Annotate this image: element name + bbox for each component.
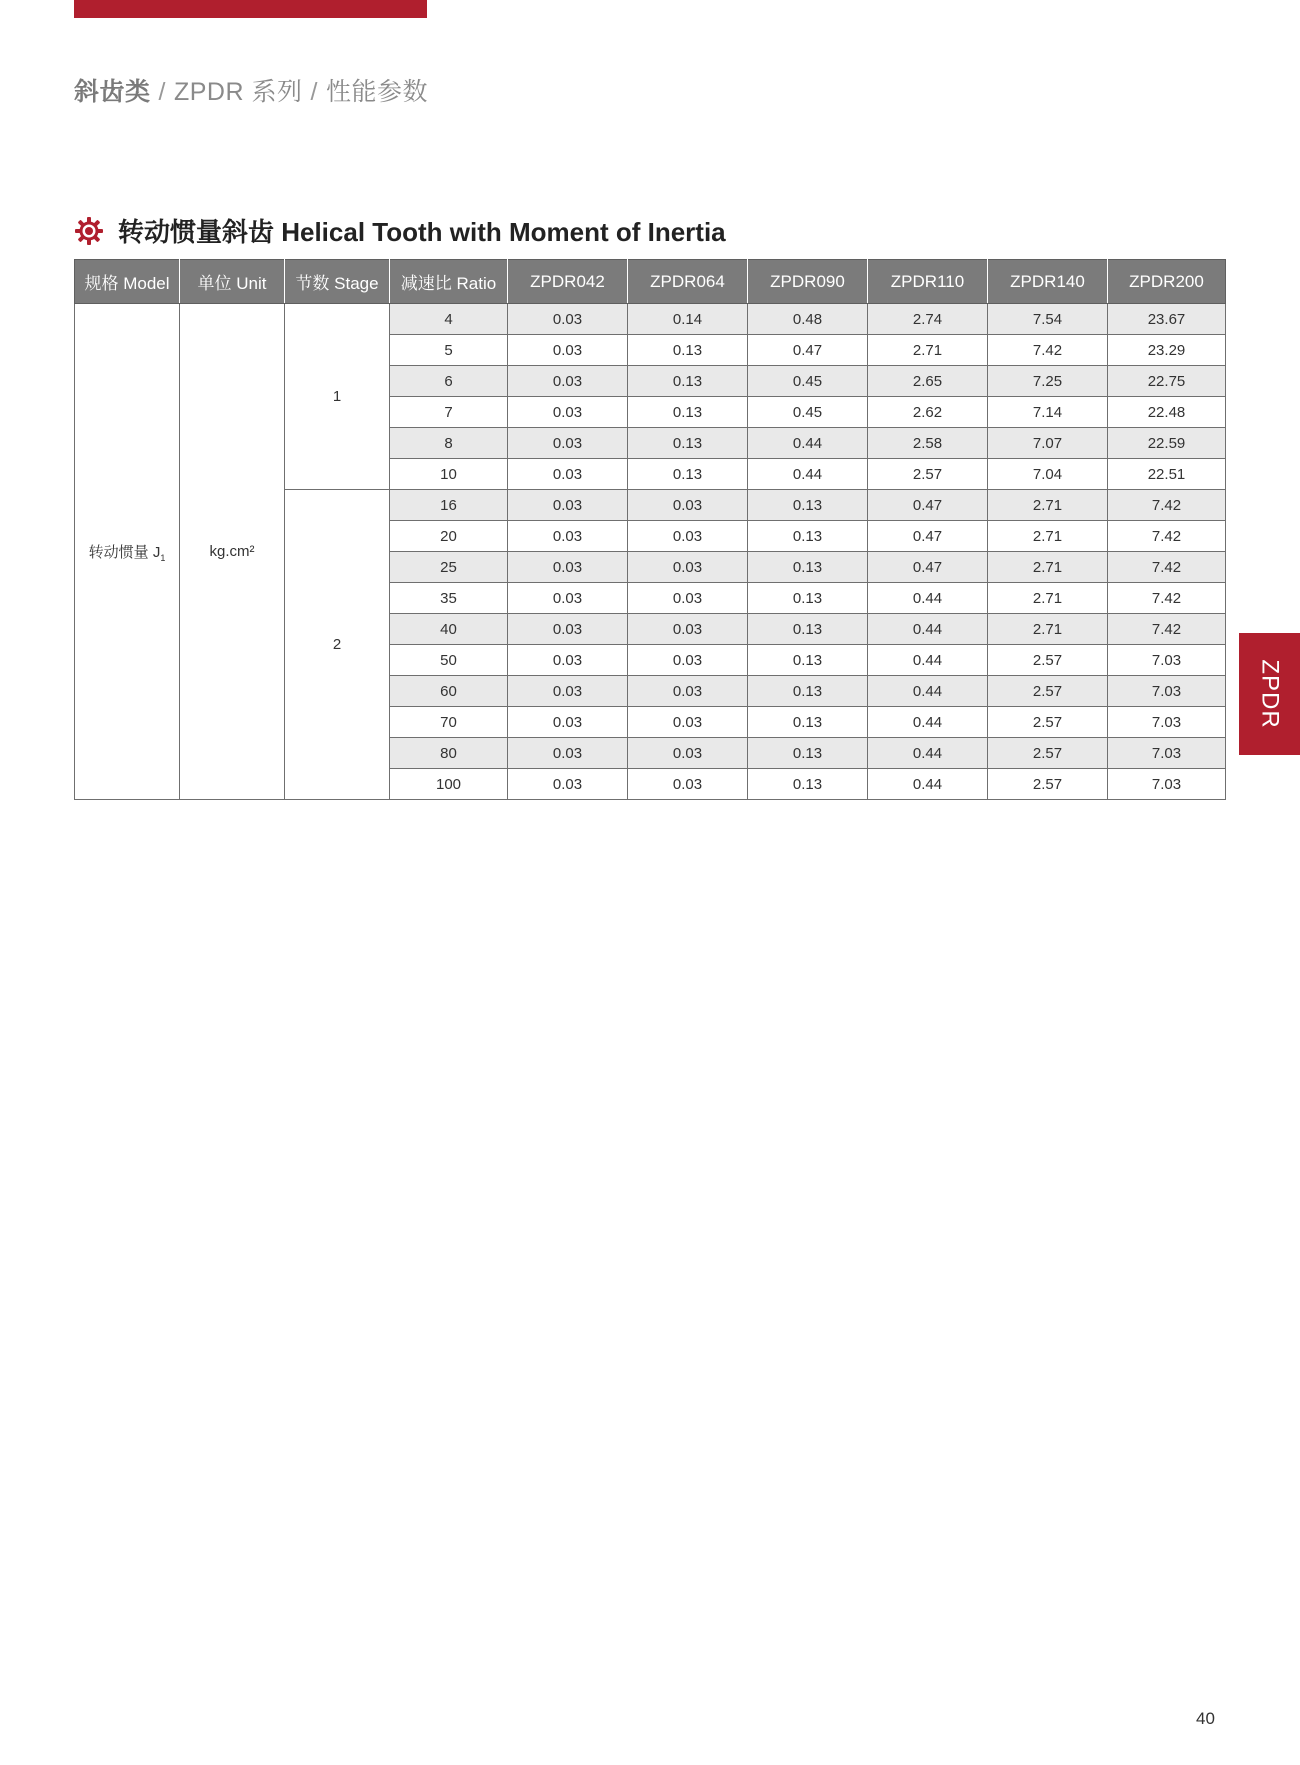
inertia-value-cell: 0.03	[628, 769, 748, 800]
header-zpdr200: ZPDR200	[1108, 260, 1226, 304]
inertia-value-cell: 2.57	[988, 738, 1108, 769]
ratio-cell: 7	[390, 397, 508, 428]
inertia-value-cell: 0.03	[508, 459, 628, 490]
inertia-value-cell: 0.13	[628, 335, 748, 366]
inertia-value-cell: 0.44	[868, 769, 988, 800]
inertia-value-cell: 0.03	[508, 397, 628, 428]
inertia-value-cell: 0.03	[628, 552, 748, 583]
inertia-value-cell: 0.13	[628, 397, 748, 428]
inertia-value-cell: 2.57	[988, 769, 1108, 800]
header-zpdr042: ZPDR042	[508, 260, 628, 304]
inertia-value-cell: 0.03	[508, 490, 628, 521]
inertia-value-cell: 7.03	[1108, 676, 1226, 707]
side-tab-zpdr	[1239, 633, 1300, 755]
inertia-value-cell: 7.54	[988, 304, 1108, 335]
inertia-value-cell: 0.03	[628, 521, 748, 552]
section-title: 转动惯量斜齿 Helical Tooth with Moment of Inertia	[118, 217, 726, 247]
inertia-value-cell: 7.42	[1108, 552, 1226, 583]
breadcrumb-page: 性能参数	[325, 78, 428, 106]
side-tab-label: ZPDR	[1256, 659, 1284, 729]
header-zpdr110: ZPDR110	[868, 260, 988, 304]
inertia-value-cell: 0.45	[748, 366, 868, 397]
inertia-value-cell: 23.67	[1108, 304, 1226, 335]
inertia-value-cell: 2.57	[988, 645, 1108, 676]
inertia-value-cell: 0.13	[748, 583, 868, 614]
inertia-value-cell: 0.03	[508, 738, 628, 769]
inertia-value-cell: 0.03	[628, 490, 748, 521]
inertia-value-cell: 0.13	[628, 366, 748, 397]
inertia-value-cell: 22.51	[1108, 459, 1226, 490]
inertia-value-cell: 7.03	[1108, 769, 1226, 800]
inertia-value-cell: 2.71	[868, 335, 988, 366]
inertia-value-cell: 2.71	[988, 614, 1108, 645]
ratio-cell: 10	[390, 459, 508, 490]
breadcrumb	[74, 72, 428, 108]
inertia-value-cell: 7.07	[988, 428, 1108, 459]
inertia-value-cell: 7.14	[988, 397, 1108, 428]
inertia-value-cell: 0.47	[868, 552, 988, 583]
inertia-value-cell: 0.03	[508, 583, 628, 614]
inertia-value-cell: 0.13	[628, 459, 748, 490]
ratio-cell: 8	[390, 428, 508, 459]
stage-cell: 1	[285, 304, 390, 490]
inertia-value-cell: 0.13	[628, 428, 748, 459]
breadcrumb-category: 斜齿类	[74, 78, 151, 106]
inertia-value-cell: 7.03	[1108, 738, 1226, 769]
inertia-value-cell: 0.03	[628, 738, 748, 769]
inertia-value-cell: 7.25	[988, 366, 1108, 397]
inertia-value-cell: 7.42	[1108, 583, 1226, 614]
inertia-value-cell: 0.47	[868, 521, 988, 552]
inertia-value-cell: 0.44	[748, 428, 868, 459]
inertia-value-cell: 0.03	[508, 645, 628, 676]
inertia-value-cell: 2.57	[868, 459, 988, 490]
table-row	[75, 304, 1226, 335]
inertia-value-cell: 0.13	[748, 521, 868, 552]
inertia-value-cell: 0.48	[748, 304, 868, 335]
unit-cell: kg.cm²	[180, 304, 285, 800]
breadcrumb-series: ZPDR 系列	[173, 78, 303, 106]
inertia-value-cell: 0.03	[508, 707, 628, 738]
breadcrumb-separator: /	[310, 78, 318, 106]
inertia-value-cell: 0.47	[868, 490, 988, 521]
inertia-value-cell: 0.13	[748, 769, 868, 800]
ratio-cell: 6	[390, 366, 508, 397]
inertia-value-cell: 0.47	[748, 335, 868, 366]
model-label: 转动惯量 J	[88, 543, 161, 561]
ratio-cell: 16	[390, 490, 508, 521]
header-ratio: 减速比 Ratio	[390, 260, 508, 304]
inertia-value-cell: 0.03	[508, 614, 628, 645]
inertia-value-cell: 0.03	[508, 428, 628, 459]
header-unit: 单位 Unit	[180, 260, 285, 304]
inertia-value-cell: 2.62	[868, 397, 988, 428]
inertia-value-cell: 0.13	[748, 738, 868, 769]
header-model: 规格 Model	[75, 260, 180, 304]
inertia-value-cell: 0.14	[628, 304, 748, 335]
inertia-value-cell: 0.03	[628, 707, 748, 738]
top-accent-bar	[74, 0, 427, 18]
model-subscript: 1	[160, 552, 166, 563]
inertia-value-cell: 0.13	[748, 676, 868, 707]
inertia-value-cell: 22.75	[1108, 366, 1226, 397]
inertia-value-cell: 7.42	[988, 335, 1108, 366]
header-zpdr090: ZPDR090	[748, 260, 868, 304]
inertia-value-cell: 2.57	[988, 676, 1108, 707]
section-heading	[74, 212, 726, 249]
ratio-cell: 4	[390, 304, 508, 335]
inertia-value-cell: 0.03	[508, 552, 628, 583]
inertia-value-cell: 0.44	[748, 459, 868, 490]
ratio-cell: 70	[390, 707, 508, 738]
model-cell	[75, 304, 180, 800]
header-stage: 节数 Stage	[285, 260, 390, 304]
inertia-value-cell: 0.13	[748, 490, 868, 521]
inertia-value-cell: 0.44	[868, 707, 988, 738]
inertia-value-cell: 2.74	[868, 304, 988, 335]
inertia-value-cell: 0.03	[628, 645, 748, 676]
inertia-value-cell: 2.71	[988, 490, 1108, 521]
inertia-value-cell: 0.44	[868, 614, 988, 645]
inertia-value-cell: 0.03	[628, 676, 748, 707]
header-zpdr140: ZPDR140	[988, 260, 1108, 304]
inertia-value-cell: 0.03	[628, 614, 748, 645]
inertia-value-cell: 7.03	[1108, 707, 1226, 738]
inertia-value-cell: 2.71	[988, 552, 1108, 583]
inertia-value-cell: 0.03	[508, 676, 628, 707]
inertia-value-cell: 0.44	[868, 738, 988, 769]
inertia-value-cell: 7.42	[1108, 521, 1226, 552]
inertia-value-cell: 0.44	[868, 645, 988, 676]
inertia-value-cell: 22.48	[1108, 397, 1226, 428]
inertia-value-cell: 7.42	[1108, 614, 1226, 645]
inertia-value-cell: 2.58	[868, 428, 988, 459]
inertia-value-cell: 0.03	[508, 769, 628, 800]
page-number: 40	[1196, 1709, 1215, 1728]
inertia-value-cell: 0.03	[508, 304, 628, 335]
ratio-cell: 5	[390, 335, 508, 366]
inertia-value-cell: 22.59	[1108, 428, 1226, 459]
ratio-cell: 40	[390, 614, 508, 645]
inertia-value-cell: 0.45	[748, 397, 868, 428]
ratio-cell: 80	[390, 738, 508, 769]
inertia-value-cell: 0.44	[868, 583, 988, 614]
inertia-value-cell: 7.42	[1108, 490, 1226, 521]
inertia-value-cell: 2.57	[988, 707, 1108, 738]
inertia-value-cell: 7.04	[988, 459, 1108, 490]
inertia-table	[74, 259, 1226, 800]
gear-icon	[74, 216, 104, 246]
header-zpdr064: ZPDR064	[628, 260, 748, 304]
table-header-row	[75, 260, 1226, 304]
inertia-value-cell: 7.03	[1108, 645, 1226, 676]
ratio-cell: 100	[390, 769, 508, 800]
ratio-cell: 20	[390, 521, 508, 552]
ratio-cell: 35	[390, 583, 508, 614]
inertia-value-cell: 0.03	[508, 366, 628, 397]
inertia-value-cell: 0.13	[748, 707, 868, 738]
inertia-value-cell: 2.65	[868, 366, 988, 397]
inertia-value-cell: 2.71	[988, 521, 1108, 552]
stage-cell: 2	[285, 490, 390, 800]
inertia-value-cell: 0.03	[508, 521, 628, 552]
inertia-value-cell: 2.71	[988, 583, 1108, 614]
inertia-value-cell: 0.13	[748, 614, 868, 645]
breadcrumb-separator: /	[158, 78, 166, 106]
inertia-value-cell: 0.44	[868, 676, 988, 707]
ratio-cell: 50	[390, 645, 508, 676]
inertia-value-cell: 0.13	[748, 645, 868, 676]
ratio-cell: 60	[390, 676, 508, 707]
inertia-value-cell: 23.29	[1108, 335, 1226, 366]
ratio-cell: 25	[390, 552, 508, 583]
inertia-value-cell: 0.03	[508, 335, 628, 366]
inertia-value-cell: 0.03	[628, 583, 748, 614]
inertia-value-cell: 0.13	[748, 552, 868, 583]
